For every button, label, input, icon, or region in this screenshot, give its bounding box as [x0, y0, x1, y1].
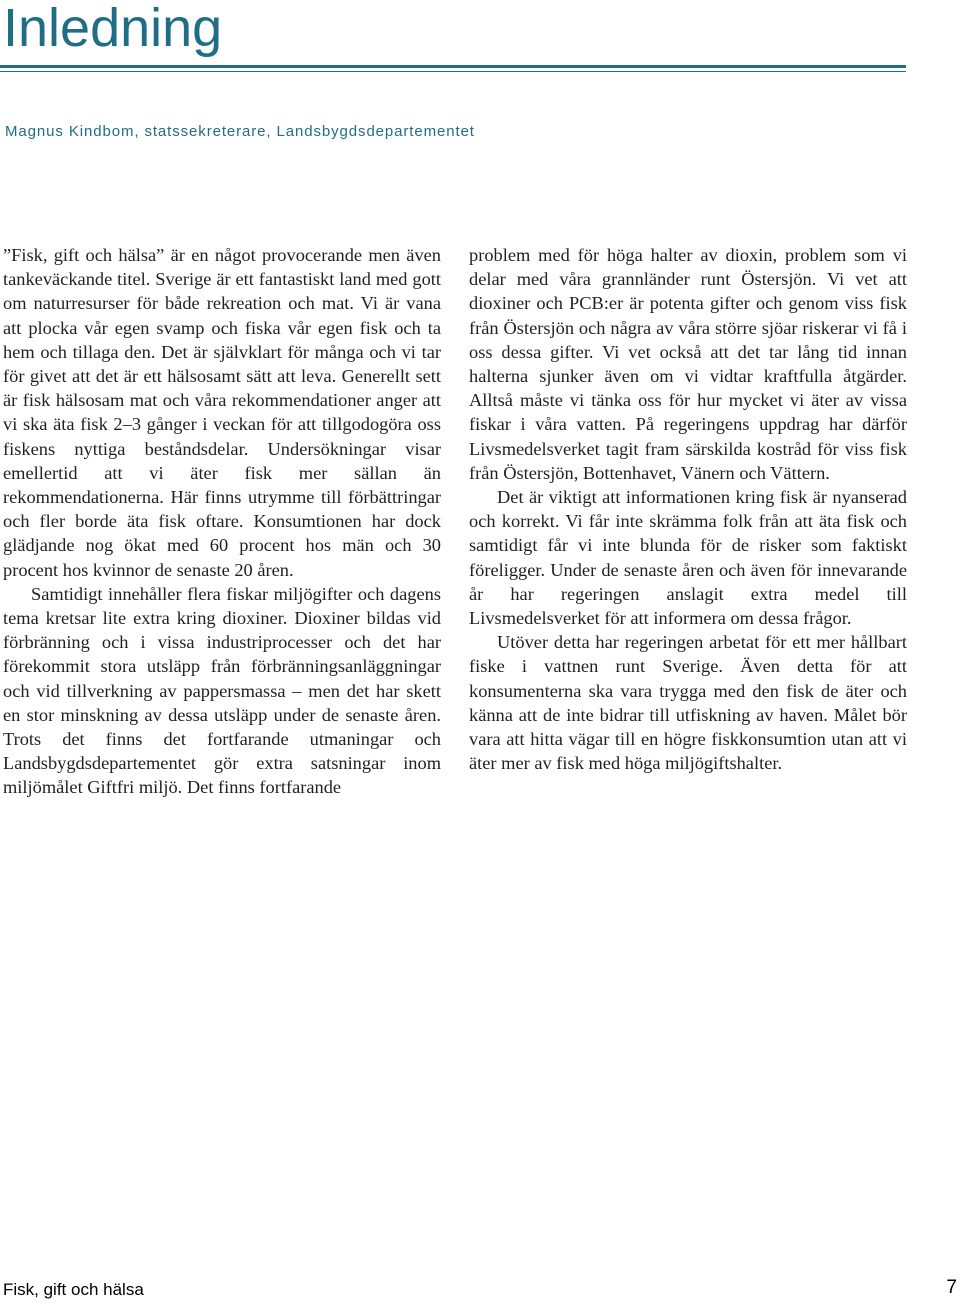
author-byline: Magnus Kindbom, statssekreterare, Landsbygdsdepartementet [5, 123, 475, 140]
paragraph: Utöver detta har regeringen arbetat för ett mer hållbart fiske i vattnen runt Sverige. Även detta för att konsumenterna ska vara trygga med den fisk de äter och känna att de inte bidrar till utfiskning av haven. Målet bör vara att hitta vägar till en högre fiskkonsumtion utan att vi äter mer av fisk med höga miljögiftshalter. [469, 632, 907, 774]
page-title: Inledning [3, 0, 223, 58]
right-column [469, 243, 907, 775]
paragraph: Samtidigt innehåller flera fiskar miljögifter och dagens tema kretsar lite extra kring dioxiner. Dioxiner bildas vid förbränning och i vissa industriprocesser och det har förekommit stora utsläpp från förbränningsanläggningar och vid tillverkning av pappersmassa – men det har skett en stor minskning av dessa utsläpp under de senaste åren. Trots det finns det fortfarande utmaningar och Landsbygdsdepartementet gör extra satsningar inom miljömålet Giftfri miljö. Det finns fortfarande [3, 583, 441, 798]
title-rule-thick [0, 65, 906, 68]
page-number: 7 [946, 1277, 957, 1298]
paragraph: ”Fisk, gift och hälsa” är en något provocerande men även tankeväckande titel. Sverige är ett fantastiskt land med gott om naturresurser för både rekreation och mat. Vi är vana att plocka vår egen svamp och fiska vår egen fisk och ta hem och tillaga den. Det är självklart för många och vi tar för givet att det är ett hälsosamt sätt att leva. Generellt sett är fisk hälsosam mat och våra rekommendationer anger att vi ska äta fisk 2–3 gånger i veckan för att tillgodogöra oss fiskens nyttiga beståndsdelar. Undersökningar visar emellertid att vi äter fisk mer sällan än rekommendationerna. Här finns utrymme till förbättringar och fler borde äta fisk oftare. Konsumtionen har dock glädjande nog ökat med 60 procent hos män och 30 procent hos kvinnor de senaste 20 åren. [3, 245, 441, 580]
title-rule-thin [0, 71, 906, 72]
footer-publication-title: Fisk, gift och hälsa [3, 1280, 144, 1299]
paragraph: problem med för höga halter av dioxin, problem som vi delar med våra grannländer runt Östersjön. Vi vet att dioxiner och PCB:er är potenta gifter och genom viss fisk från Östersjön och några av våra större sjöar riskerar vi få i oss dessa gifter. Vi vet också att det tar lång tid innan halterna sjunker även om vi vidtar kraftfulla åtgärder. Alltså måste vi tänka oss för hur mycket vi äter av vissa fiskar i våra vatten. På regeringens uppdrag har därför Livsmedelsverket tagit fram särskilda kostråd för viss fisk från Östersjön, Bottenhavet, Vänern och Vättern. [469, 245, 907, 483]
left-column [3, 243, 441, 800]
paragraph: Det är viktigt att informationen kring fisk är nyanserad och korrekt. Vi får inte skrämma folk från att äta fisk och samtidigt får vi inte blunda för de risker som faktiskt föreligger. Under de senaste åren och även för innevarande år har regeringen anslagit extra medel till Livsmedelsverket för att informera om dessa frågor. [469, 487, 907, 629]
